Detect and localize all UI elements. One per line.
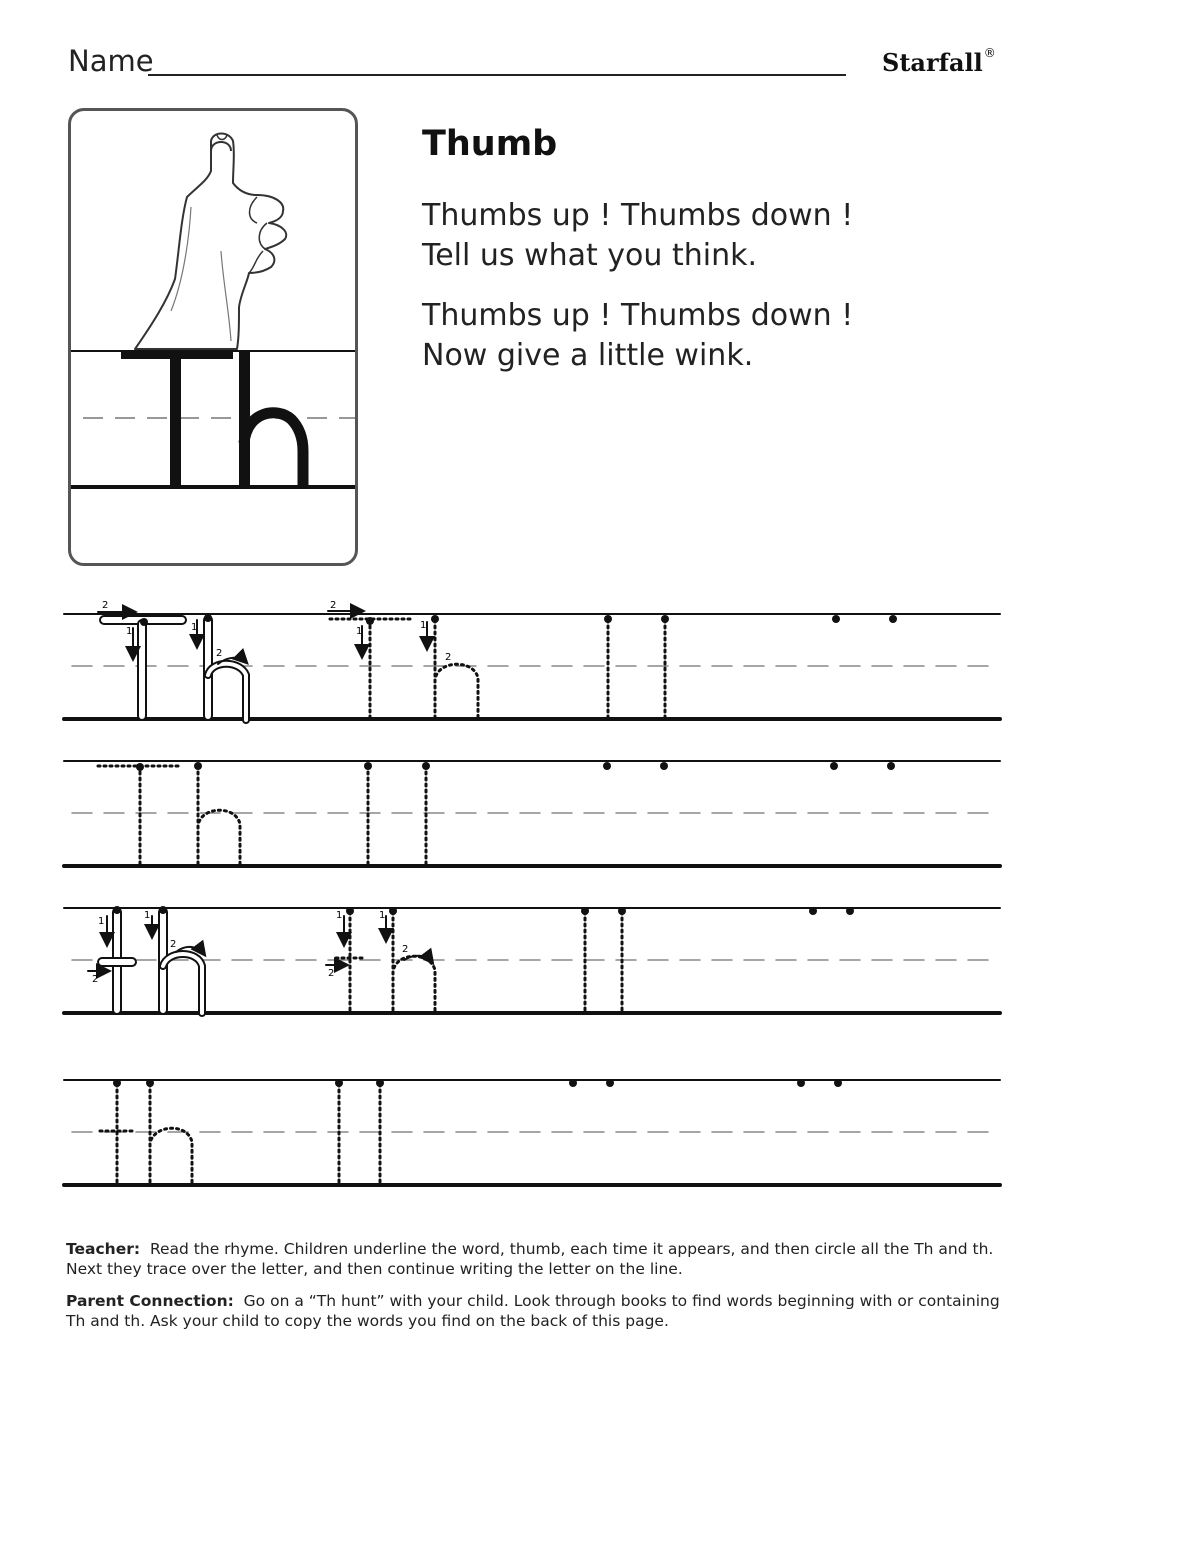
teacher-text-2: Next they trace over the letter, and then continue writing the letter on the line. xyxy=(66,1260,683,1278)
parent-note xyxy=(66,1291,1026,1331)
brand-name: Starfall xyxy=(882,48,983,77)
teacher-label: Teacher: xyxy=(66,1240,141,1258)
stroke-number: 2 xyxy=(170,939,177,950)
parent-label: Parent Connection: xyxy=(66,1292,234,1310)
rhyme-line: Thumbs up ! Thumbs down ! xyxy=(422,198,854,233)
parent-text-2: Th and th. Ask your child to copy the words you find on the back of this page. xyxy=(66,1312,669,1330)
rhyme-title: Thumb xyxy=(422,124,558,164)
stroke-number: 1 xyxy=(98,916,105,927)
stroke-number: 1 xyxy=(379,910,386,921)
brand-logo xyxy=(882,48,996,77)
stroke-number: 1 xyxy=(144,910,151,921)
thumbs-up-hand-icon xyxy=(71,111,355,563)
name-line[interactable] xyxy=(148,74,846,76)
stroke-number: 1 xyxy=(126,626,133,637)
rhyme-line: Thumbs up ! Thumbs down ! xyxy=(422,298,854,333)
stroke-number: 1 xyxy=(336,910,343,921)
stroke-number: 2 xyxy=(330,600,337,611)
stroke-number: 2 xyxy=(92,974,99,985)
stroke-number: 1 xyxy=(356,626,363,637)
parent-text: Go on a “Th hunt” with your child. Look through books to find words beginning with or containing xyxy=(243,1292,1000,1310)
teacher-note xyxy=(66,1239,1026,1279)
stroke-number: 2 xyxy=(402,944,409,955)
stroke-number: 1 xyxy=(191,622,198,633)
stroke-number: 2 xyxy=(216,648,223,659)
handwriting-practice-area[interactable] xyxy=(0,590,1200,1200)
practice-row-1[interactable] xyxy=(64,600,1000,720)
teacher-text: Read the rhyme. Children underline the word, thumb, each time it appears, and then circle all the Th and th. xyxy=(149,1240,994,1258)
stroke-number: 2 xyxy=(445,652,452,663)
letter-card xyxy=(68,108,358,566)
stroke-number: 1 xyxy=(420,620,427,631)
name-label: Name xyxy=(68,44,154,78)
rhyme-line: Tell us what you think. xyxy=(422,238,757,273)
stroke-number: 2 xyxy=(102,600,109,611)
practice-row-2[interactable] xyxy=(64,761,1000,866)
practice-row-3[interactable] xyxy=(64,906,1000,1014)
practice-row-4[interactable] xyxy=(64,1079,1000,1185)
rhyme-line: Now give a little wink. xyxy=(422,338,754,373)
stroke-number: 2 xyxy=(328,968,335,979)
registered-mark: ® xyxy=(983,46,996,60)
